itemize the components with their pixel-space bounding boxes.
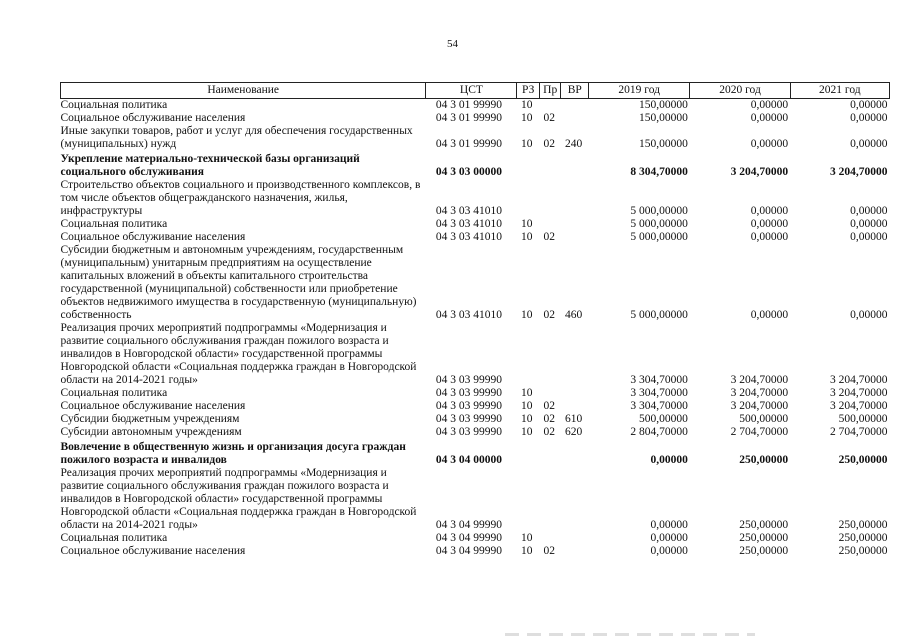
row-2020: 0,00000: [750, 309, 789, 321]
row-rz: 10: [520, 532, 533, 544]
row-pr: [539, 218, 560, 231]
row-2021: 0,00000: [850, 138, 888, 150]
row-2020: 3 204,70000: [730, 374, 789, 386]
row-cst: 04 3 03 99990: [435, 400, 502, 412]
row-pr: [539, 151, 560, 179]
row-rz: 10: [520, 545, 533, 557]
row-vr: [561, 112, 589, 125]
row-2020: 2 704,70000: [730, 426, 789, 438]
row-rz: 10: [520, 413, 533, 425]
row-2019: 5 000,00000: [630, 309, 688, 321]
row-cst: 04 3 03 99990: [435, 387, 502, 399]
row-rz: 10: [520, 309, 533, 321]
row-rz: 10: [520, 99, 533, 111]
row-rz: [517, 439, 540, 467]
row-2021: 0,00000: [850, 309, 888, 321]
row-pr: 02: [543, 400, 555, 412]
header-pr: Пр: [539, 83, 560, 99]
row-cst: 04 3 03 00000: [435, 166, 502, 178]
table-row: [61, 99, 890, 113]
row-2020: 0,00000: [750, 99, 789, 111]
row-rz: [517, 151, 540, 179]
row-name: Социальная политика: [60, 532, 168, 544]
row-2021: 0,00000: [850, 99, 888, 111]
table-row: [61, 439, 890, 467]
row-pr: [539, 179, 560, 218]
row-2019: 0,00000: [650, 454, 688, 466]
budget-table: [60, 82, 890, 558]
row-vr: 620: [564, 426, 583, 438]
row-vr: [561, 99, 589, 113]
row-rz: [517, 179, 540, 218]
row-pr: [539, 322, 560, 387]
row-name: Строительство объектов социального и производственного комплексов, в том числе объектов общегражданского назначения, жилья, инфраструктуры: [60, 179, 421, 217]
row-vr: 610: [564, 413, 583, 425]
row-vr: [561, 322, 589, 387]
row-pr: 02: [543, 426, 555, 438]
row-2019: 150,00000: [639, 138, 688, 150]
row-cst: 04 3 04 99990: [435, 545, 502, 557]
row-cst: 04 3 03 99990: [435, 374, 502, 386]
table-row: [61, 125, 890, 151]
row-rz: [517, 322, 540, 387]
row-rz: 10: [520, 218, 533, 230]
row-rz: 10: [520, 112, 533, 124]
table-row: [61, 218, 890, 231]
table-row: [61, 545, 890, 558]
row-name: Реализация прочих мероприятий подпрограммы «Модернизация и развитие социального обслуживания граждан пожилого возраста и инвалидов в Новгородской области» государственной программы Новгородской области «Социальная поддержка граждан в Новгородской области на 2014-2021 годы»: [60, 467, 417, 531]
row-name: Социальная политика: [60, 387, 168, 399]
row-name: Субсидии бюджетным учреждениям: [60, 413, 240, 425]
row-pr: [539, 439, 560, 467]
row-rz: 10: [520, 426, 533, 438]
row-name: Социальное обслуживание населения: [60, 231, 246, 243]
row-2021: 250,00000: [838, 519, 888, 531]
row-2019: 3 304,70000: [630, 374, 688, 386]
header-name: Наименование: [61, 83, 426, 99]
row-name: Социальная политика: [60, 218, 168, 230]
table-row: [61, 426, 890, 439]
header-2021: 2021 год: [790, 83, 889, 99]
table-row: [61, 467, 890, 532]
row-pr: 02: [543, 138, 555, 150]
row-2019: 0,00000: [650, 545, 688, 557]
table-row: [61, 387, 890, 400]
row-2020: 250,00000: [739, 532, 789, 544]
row-rz: 10: [520, 231, 533, 243]
row-cst: 04 3 01 99990: [435, 112, 502, 124]
row-name: Реализация прочих мероприятий подпрограммы «Модернизация и развитие социального обслуживания граждан пожилого возраста и инвалидов в Новгородской области» государственной программы Новгородской области «Социальная поддержка граждан в Новгородской области на 2014-2021 годы»: [60, 322, 417, 386]
table-row: [61, 179, 890, 218]
row-2021: 500,00000: [838, 413, 888, 425]
row-vr: [561, 439, 589, 467]
row-2021: 3 204,70000: [830, 400, 888, 412]
row-vr: [561, 231, 589, 244]
table-row: [61, 322, 890, 387]
row-2021: 250,00000: [838, 454, 888, 466]
row-vr: [561, 151, 589, 179]
row-2020: 0,00000: [750, 218, 789, 230]
row-name: Субсидии бюджетным и автономным учреждениям, государственным (муниципальным) унитарным предприятиям на осуществление капитальных вложений в объекты капитального строительства государственной (муниципальной) собственности или приобретение объектов недвижимого имущества в государственную (муниципальную) собственность: [60, 244, 417, 321]
row-2019: 0,00000: [650, 519, 688, 531]
row-pr: [539, 387, 560, 400]
row-name: Социальное обслуживание населения: [60, 545, 246, 557]
row-2020: 0,00000: [750, 231, 789, 243]
row-2021: 250,00000: [838, 545, 888, 557]
header-vr: ВР: [561, 83, 589, 99]
row-cst: 04 3 01 99990: [435, 138, 502, 150]
row-vr: 460: [564, 309, 583, 321]
row-2019: 3 304,70000: [630, 400, 688, 412]
row-2021: 0,00000: [850, 218, 888, 230]
row-pr: 02: [543, 309, 555, 321]
row-2019: 150,00000: [639, 112, 688, 124]
table-row: [61, 112, 890, 125]
row-2021: 3 204,70000: [830, 387, 888, 399]
row-2019: 0,00000: [650, 532, 688, 544]
row-pr: 02: [543, 112, 555, 124]
row-rz: 10: [520, 387, 533, 399]
header-2019: 2019 год: [589, 83, 690, 99]
table-row: [61, 151, 890, 179]
row-name: Субсидии автономным учреждениям: [60, 426, 242, 438]
row-cst: 04 3 03 41010: [435, 309, 502, 321]
row-rz: [517, 467, 540, 532]
table-row: [61, 400, 890, 413]
row-pr: [539, 467, 560, 532]
row-2019: 150,00000: [639, 99, 688, 111]
row-pr: 02: [543, 231, 555, 243]
row-2019: 5 000,00000: [630, 205, 688, 217]
row-2020: 0,00000: [750, 205, 789, 217]
row-2021: 2 704,70000: [830, 426, 888, 438]
row-pr: 02: [543, 545, 555, 557]
row-2020: 3 204,70000: [730, 166, 789, 178]
row-2019: 5 000,00000: [630, 231, 688, 243]
row-name: Социальное обслуживание населения: [60, 112, 246, 124]
row-cst: 04 3 03 99990: [435, 413, 502, 425]
row-vr: [561, 387, 589, 400]
row-2020: 3 204,70000: [730, 387, 789, 399]
table-header-row: [61, 83, 890, 99]
row-cst: 04 3 04 99990: [435, 532, 502, 544]
row-2021: 3 204,70000: [830, 374, 888, 386]
row-cst: 04 3 03 41010: [435, 205, 502, 217]
row-2019: 500,00000: [639, 413, 688, 425]
row-cst: 04 3 03 41010: [435, 231, 502, 243]
row-2020: 3 204,70000: [730, 400, 789, 412]
row-pr: 02: [543, 413, 555, 425]
row-cst: 04 3 03 41010: [435, 218, 502, 230]
row-rz: 10: [520, 138, 533, 150]
row-2021: 3 204,70000: [830, 166, 888, 178]
row-cst: 04 3 01 99990: [435, 99, 502, 111]
row-name: Социальное обслуживание населения: [60, 400, 246, 412]
row-rz: 10: [520, 400, 533, 412]
header-cst: ЦСТ: [426, 83, 517, 99]
row-2019: 2 804,70000: [630, 426, 688, 438]
row-vr: [561, 467, 589, 532]
table-row: [61, 413, 890, 426]
page-number: 54: [447, 38, 458, 50]
row-2021: 0,00000: [850, 231, 888, 243]
row-vr: 240: [564, 138, 583, 150]
row-cst: 04 3 04 99990: [435, 519, 502, 531]
row-2019: 3 304,70000: [630, 387, 688, 399]
row-2020: 0,00000: [750, 138, 789, 150]
row-name: Укрепление материально-технической базы организаций социального обслуживания: [60, 153, 360, 178]
row-vr: [561, 179, 589, 218]
row-2019: 5 000,00000: [630, 218, 688, 230]
scan-artifact: [505, 633, 755, 636]
row-2020: 250,00000: [739, 545, 789, 557]
row-2019: 8 304,70000: [630, 166, 688, 178]
row-cst: 04 3 04 00000: [435, 454, 502, 466]
row-name: Социальная политика: [60, 99, 168, 111]
row-2020: 250,00000: [739, 454, 789, 466]
row-cst: 04 3 03 99990: [435, 426, 502, 438]
table-row: [61, 244, 890, 322]
row-vr: [561, 532, 589, 545]
row-name: Вовлечение в общественную жизнь и организация досуга граждан пожилого возраста и инвалидов: [60, 441, 406, 466]
table-row: [61, 231, 890, 244]
row-2021: 0,00000: [850, 205, 888, 217]
header-rz: РЗ: [517, 83, 540, 99]
row-vr: [561, 218, 589, 231]
row-2020: 0,00000: [750, 112, 789, 124]
row-2021: 0,00000: [850, 112, 888, 124]
row-name: Иные закупки товаров, работ и услуг для обеспечения государственных (муниципальных) нужд: [60, 125, 413, 150]
row-2020: 250,00000: [739, 519, 789, 531]
row-vr: [561, 400, 589, 413]
row-2021: 250,00000: [838, 532, 888, 544]
row-pr: [539, 99, 560, 113]
row-vr: [561, 545, 589, 558]
table-row: [61, 532, 890, 545]
header-2020: 2020 год: [690, 83, 790, 99]
row-2020: 500,00000: [739, 413, 789, 425]
row-pr: [539, 532, 560, 545]
